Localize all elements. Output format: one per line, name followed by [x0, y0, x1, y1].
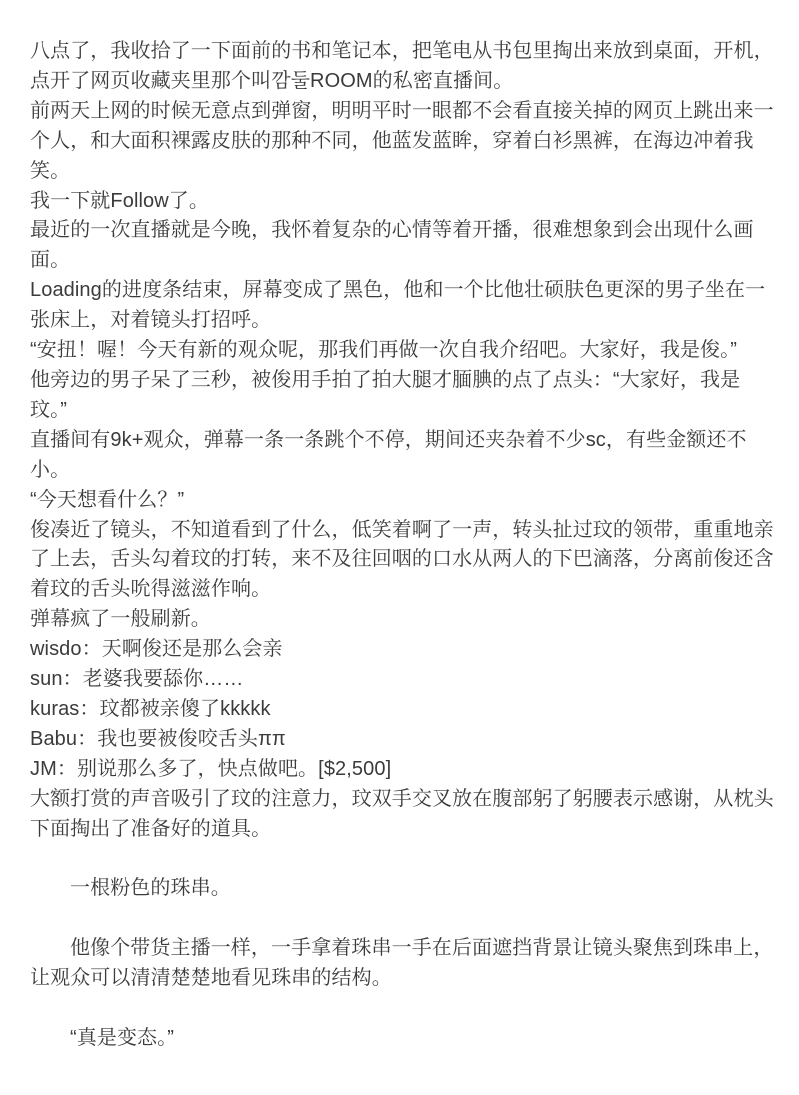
blank-line [30, 904, 776, 934]
story-paragraph: 一根粉色的珠串。 [70, 877, 231, 900]
story-paragraph: 俊凑近了镜头，不知道看到了什么，低笑着啊了一声，转头扯过玟的领带，重重地亲了上去，舌头勾着玟的打转，来不及往回咽的口水从两人的下巴滴落，分离前俊还含着玟的舌头吮得滋滋作响。 [30, 518, 774, 601]
story-paragraph: 前两天上网的时候无意点到弹窗，明明平时一眼都不会看直接关掉的网页上跳出来一个人，和大面积裸露皮肤的那种不同，他蓝发蓝眸，穿着白衫黑裤，在海边冲着我笑。 [30, 99, 774, 182]
story-text [30, 37, 776, 1054]
story-paragraph: 弹幕疯了一般刷新。 [30, 608, 211, 631]
blank-line [30, 844, 776, 874]
story-paragraph: 大额打赏的声音吸引了玟的注意力，玟双手交叉放在腹部躬了躬腰表示感谢，从枕头下面掏出了准备好的道具。 [30, 787, 774, 840]
story-paragraph: “安扭！喔！今天有新的观众呢，那我们再做一次自我介绍吧。大家好，我是俊。” [30, 339, 738, 362]
story-paragraph: 他旁边的男子呆了三秒，被俊用手拍了拍大腿才腼腆的点了点头：“大家好，我是玟。” [30, 368, 741, 421]
chat-comment-line: kuras：玟都被亲傻了kkkkk [30, 697, 271, 720]
chat-comment-line: JM：别说那么多了，快点做吧。[$2,500] [30, 757, 392, 780]
story-paragraph: “真是变态。” [70, 1026, 175, 1049]
story-paragraph: 直播间有9k+观众，弹幕一条一条跳个不停，期间还夹杂着不少sc，有些金额还不小。 [30, 428, 747, 481]
chat-comment-line: sun：老婆我要舔你…… [30, 668, 244, 691]
story-paragraph: 我一下就Follow了。 [30, 189, 209, 212]
story-paragraph: “今天想看什么？” [30, 488, 185, 511]
story-paragraph: Loading的进度条结束，屏幕变成了黑色，他和一个比他壮硕肤色更深的男子坐在一张床上，对着镜头打招呼。 [30, 279, 766, 332]
story-paragraph: 他像个带货主播一样，一手拿着珠串一手在后面遮挡背景让镜头聚焦到珠串上，让观众可以清清楚楚地看见珠串的结构。 [30, 937, 774, 990]
story-paragraph: 最近的一次直播就是今晚，我怀着复杂的心情等着开播，很难想象到会出现什么画面。 [30, 219, 754, 272]
story-paragraph: 八点了，我收拾了一下面前的书和笔记本，把笔电从书包里掏出来放到桌面，开机，点开了网页收藏夹里那个叫깜둘ROOM的私密直播间。 [30, 40, 774, 92]
chat-comment-line: wisdo：天啊俊还是那么会亲 [30, 638, 283, 661]
blank-line [30, 994, 776, 1024]
chat-comment-line: Babu：我也要被俊咬舌头ππ [30, 727, 286, 750]
